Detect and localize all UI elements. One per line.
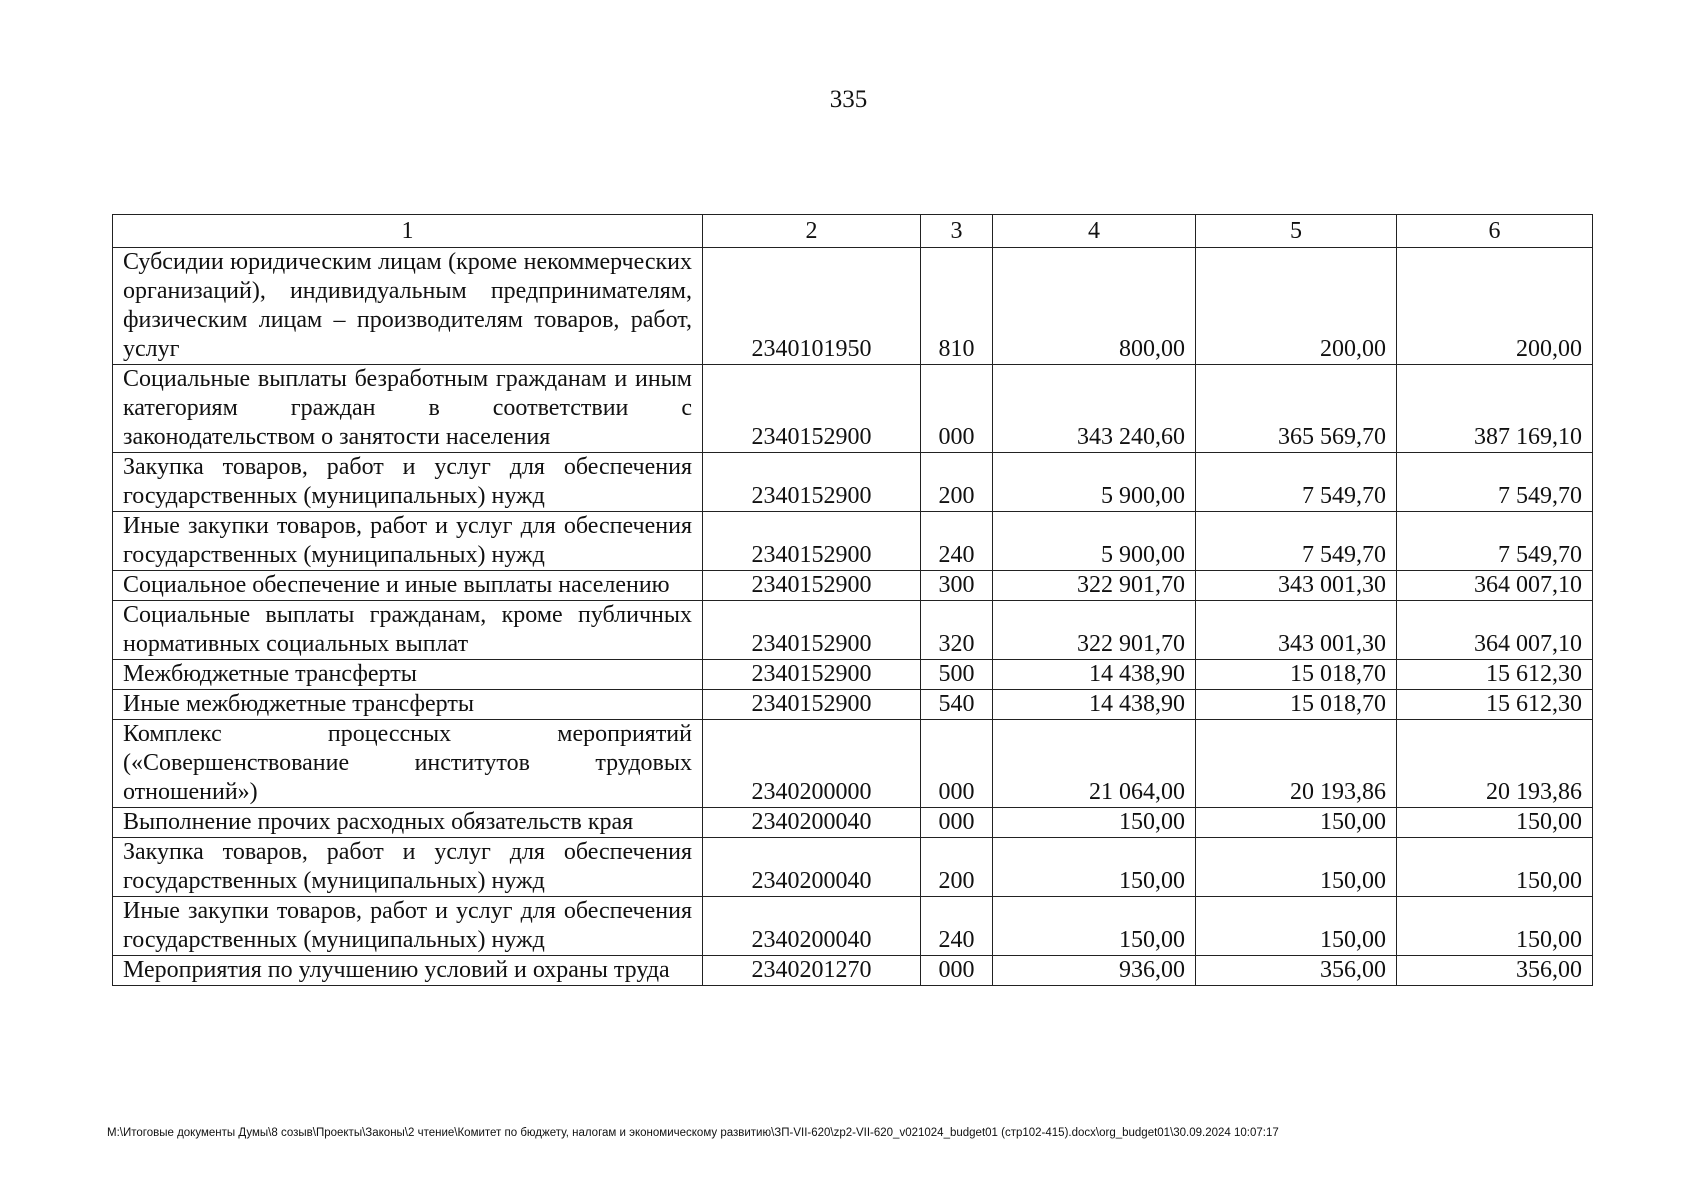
row-name-cell: Закупка товаров, работ и услуг для обеспечения государственных (муниципальных) нужд [113,838,703,897]
column-header-2: 2 [703,215,921,248]
amount-col6-cell: 150,00 [1397,897,1593,956]
expense-type-cell: 000 [921,720,993,808]
expense-type-cell: 500 [921,660,993,690]
target-article-cell: 2340201270 [703,956,921,986]
column-header-5: 5 [1196,215,1397,248]
table-row [113,571,1593,601]
amount-col4-cell: 5 900,00 [993,453,1196,512]
table-row [113,601,1593,660]
row-name-cell: Иные межбюджетные трансферты [113,690,703,720]
row-name-cell: Закупка товаров, работ и услуг для обеспечения государственных (муниципальных) нужд [113,453,703,512]
row-name-cell: Социальные выплаты безработным гражданам и иным категориям граждан в соответствии с законодательством о занятости населения [113,365,703,453]
expense-type-cell: 200 [921,838,993,897]
table-header-row [113,215,1593,248]
target-article-cell: 2340152900 [703,365,921,453]
amount-col4-cell: 800,00 [993,248,1196,365]
table-row [113,248,1593,365]
amount-col4-cell: 5 900,00 [993,512,1196,571]
target-article-cell: 2340152900 [703,571,921,601]
target-article-cell: 2340152900 [703,453,921,512]
amount-col5-cell: 20 193,86 [1196,720,1397,808]
table-row [113,512,1593,571]
row-name-cell: Комплекс процессных мероприятий («Совершенствование институтов трудовых отношений») [113,720,703,808]
amount-col5-cell: 150,00 [1196,808,1397,838]
budget-table [112,214,1593,986]
column-header-1: 1 [113,215,703,248]
row-name-cell: Социальные выплаты гражданам, кроме публичных нормативных социальных выплат [113,601,703,660]
target-article-cell: 2340200040 [703,808,921,838]
table-row [113,453,1593,512]
table-row [113,660,1593,690]
row-name-cell: Межбюджетные трансферты [113,660,703,690]
column-header-3: 3 [921,215,993,248]
amount-col6-cell: 150,00 [1397,808,1593,838]
amount-col6-cell: 200,00 [1397,248,1593,365]
amount-col6-cell: 7 549,70 [1397,512,1593,571]
expense-type-cell: 240 [921,897,993,956]
amount-col6-cell: 7 549,70 [1397,453,1593,512]
expense-type-cell: 200 [921,453,993,512]
amount-col5-cell: 150,00 [1196,897,1397,956]
amount-col4-cell: 150,00 [993,838,1196,897]
amount-col5-cell: 15 018,70 [1196,690,1397,720]
row-name-cell: Мероприятия по улучшению условий и охраны труда [113,956,703,986]
amount-col4-cell: 21 064,00 [993,720,1196,808]
table-row [113,838,1593,897]
page-number: 335 [829,86,868,113]
expense-type-cell: 300 [921,571,993,601]
row-name-cell: Субсидии юридическим лицам (кроме некоммерческих организаций), индивидуальным предпринимателям, физическим лицам – производителям товаров, работ, услуг [113,248,703,365]
amount-col4-cell: 150,00 [993,897,1196,956]
amount-col6-cell: 364 007,10 [1397,601,1593,660]
table-row [113,365,1593,453]
amount-col6-cell: 20 193,86 [1397,720,1593,808]
target-article-cell: 2340152900 [703,660,921,690]
amount-col6-cell: 150,00 [1397,838,1593,897]
target-article-cell: 2340200000 [703,720,921,808]
amount-col5-cell: 7 549,70 [1196,512,1397,571]
column-header-4: 4 [993,215,1196,248]
expense-type-cell: 000 [921,808,993,838]
table-row [113,720,1593,808]
row-name-cell: Социальное обеспечение и иные выплаты населению [113,571,703,601]
file-path-footer: М:\Итоговые документы Думы\8 созыв\Проекты\Законы\2 чтение\Комитет по бюджету, налогам и экономическому развитию\ЗП-VII-620\zp2-VII-620_v021024_budget01 (стр102-415).docx\org_budget01\30.09.2024 10:07:17 [107,1127,1279,1139]
amount-col4-cell: 14 438,90 [993,660,1196,690]
amount-col6-cell: 15 612,30 [1397,690,1593,720]
target-article-cell: 2340200040 [703,838,921,897]
row-name-cell: Выполнение прочих расходных обязательств края [113,808,703,838]
expense-type-cell: 540 [921,690,993,720]
row-name-cell: Иные закупки товаров, работ и услуг для обеспечения государственных (муниципальных) нужд [113,512,703,571]
target-article-cell: 2340152900 [703,601,921,660]
target-article-cell: 2340152900 [703,512,921,571]
row-name-cell: Иные закупки товаров, работ и услуг для обеспечения государственных (муниципальных) нужд [113,897,703,956]
amount-col5-cell: 15 018,70 [1196,660,1397,690]
amount-col4-cell: 150,00 [993,808,1196,838]
amount-col5-cell: 356,00 [1196,956,1397,986]
expense-type-cell: 320 [921,601,993,660]
amount-col4-cell: 322 901,70 [993,571,1196,601]
target-article-cell: 2340200040 [703,897,921,956]
amount-col5-cell: 343 001,30 [1196,571,1397,601]
amount-col4-cell: 343 240,60 [993,365,1196,453]
column-header-6: 6 [1397,215,1593,248]
target-article-cell: 2340152900 [703,690,921,720]
amount-col4-cell: 322 901,70 [993,601,1196,660]
amount-col5-cell: 7 549,70 [1196,453,1397,512]
amount-col4-cell: 14 438,90 [993,690,1196,720]
amount-col5-cell: 343 001,30 [1196,601,1397,660]
amount-col5-cell: 365 569,70 [1196,365,1397,453]
amount-col6-cell: 356,00 [1397,956,1593,986]
table-row [113,956,1593,986]
amount-col6-cell: 15 612,30 [1397,660,1593,690]
amount-col5-cell: 200,00 [1196,248,1397,365]
table-row [113,808,1593,838]
amount-col4-cell: 936,00 [993,956,1196,986]
amount-col5-cell: 150,00 [1196,838,1397,897]
expense-type-cell: 810 [921,248,993,365]
expense-type-cell: 000 [921,956,993,986]
amount-col6-cell: 387 169,10 [1397,365,1593,453]
table-row [113,897,1593,956]
expense-type-cell: 000 [921,365,993,453]
target-article-cell: 2340101950 [703,248,921,365]
expense-type-cell: 240 [921,512,993,571]
table-row [113,690,1593,720]
amount-col6-cell: 364 007,10 [1397,571,1593,601]
